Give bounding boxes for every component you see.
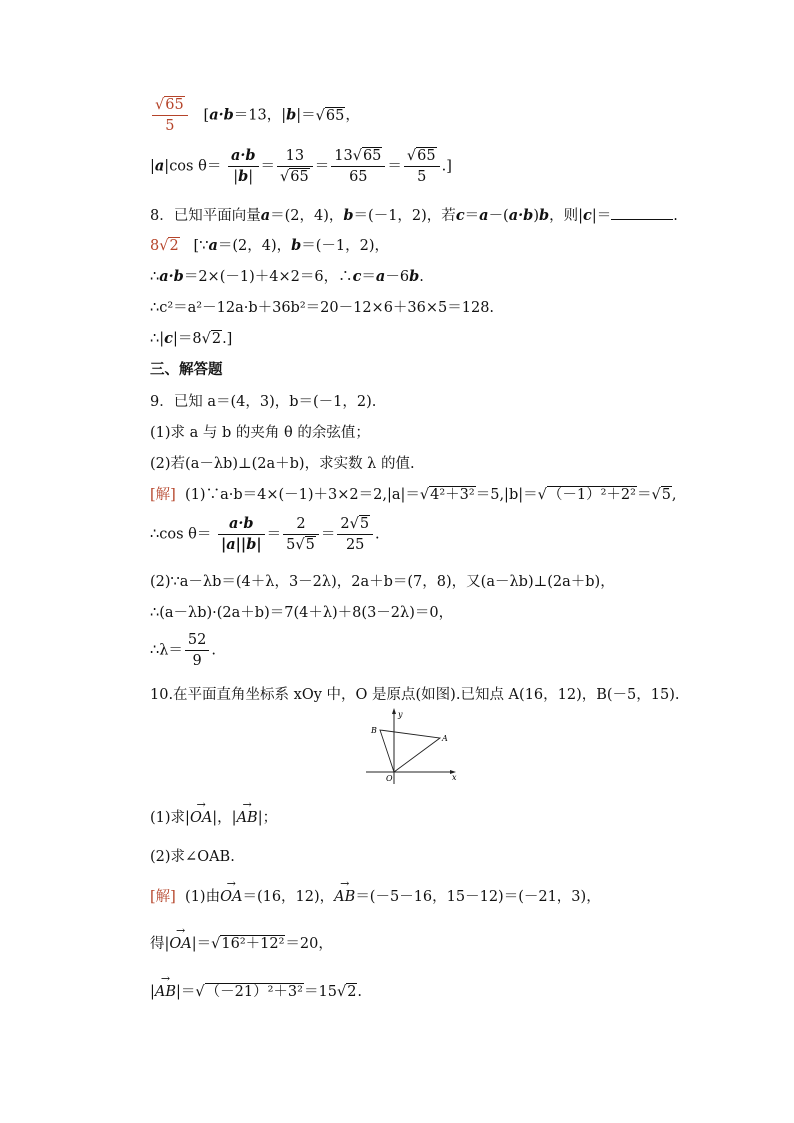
answer-8-line-4: ∴|c|＝8√2.] [150, 330, 233, 347]
fraction-2-over-5sqrt5: $\frac{2}{5√5}$ [283, 514, 319, 555]
answer-8-value: 8√2 [150, 238, 179, 254]
fraction-2sqrt5-over-25: $\frac{2√5}{25}$ [337, 514, 373, 555]
question-8: 8．已知平面向量a＝(2，4)，b＝(－1，2)，若c＝a－(a·b)b，则|c|＝ . [150, 207, 678, 224]
answer-8-line-3: ∴c²＝a²－12a·b＋36b²＝20－12×6＋36×5＝128. [150, 300, 495, 316]
question-9-part-2: (2)若(a－λb)⊥(2a＋b)，求实数 λ 的值. [150, 456, 415, 472]
answer-blank[interactable] [611, 205, 673, 220]
question-9: 9．已知 a＝(4，3)，b＝(－1，2). [150, 394, 377, 410]
y-axis-arrow-icon [392, 708, 396, 714]
fraction-ab-over-b: $\frac{a\cdot b}{|b|}$ [228, 146, 259, 187]
fraction-cos: $\frac{a\cdot b}{|a||b|}$ [218, 514, 265, 555]
answer-7-fraction: $\frac{√65}{5}$ [152, 95, 188, 136]
fraction-13sqrt65-over-65: $\frac{13√65}{65}$ [331, 146, 385, 187]
fraction-52-over-9: $\frac{52}{9}$ [185, 630, 209, 671]
solution-label: [解] [150, 487, 176, 503]
label-y: y [398, 710, 403, 719]
solution-10-line-2: 得|→ OA|＝√16²＋12²＝20， [150, 932, 333, 953]
answer-8-line-1: 8√2 [∵a＝(2，4)，b＝(－1，2)， [150, 237, 390, 254]
solution-9-cos: ∴cos θ＝ $\frac{a\cdot b}{|a||b|}$ ＝ $\frac{2}{5√5}$ ＝ $\frac{2√5}{25}$ . [150, 515, 380, 553]
answer-7-line-2: |a|cos θ＝ $\frac{a\cdot b}{|b|}$ ＝ $\frac{13}{√65}$ ＝ $\frac{13√65}{65}$ ＝ $\frac{√65}{5}$ .] [150, 147, 452, 185]
question-10: 10.在平面直角坐标系 xOy 中，O 是原点(如图).已知点 A(16，12)，B(－5，15). [150, 687, 680, 703]
coordinate-figure [360, 706, 466, 786]
label-x: x [452, 773, 457, 782]
answer-8-line-2: ∴a·b＝2×(－1)＋4×2＝6，∴c＝a－6b. [150, 268, 424, 285]
fraction-sqrt65-over-5: $\frac{√65}{5}$ [404, 146, 440, 187]
solution-9-line-2: (2)∵a－λb＝(4＋λ，3－2λ)，2a＋b＝(7，8)，又(a－λb)⊥(2a＋b)， [150, 574, 615, 590]
question-10-part-2: (2)求∠OAB. [150, 849, 235, 865]
triangle-OAB [380, 730, 440, 772]
label-B: B [371, 726, 377, 735]
solution-10-line-1: [解] (1)由→ OA＝(16，12)，→ AB＝(－5－16，15－12)＝(－21，3)， [150, 885, 601, 906]
label-O: O [386, 774, 393, 783]
solution-9-lambda: ∴λ＝ $\frac{52}{9}$ . [150, 632, 216, 669]
question-9-part-1: (1)求 a 与 b 的夹角 θ 的余弦值； [150, 425, 370, 441]
fraction-13-over-sqrt65: $\frac{13}{√65}$ [277, 146, 313, 187]
solution-9-line-3: ∴(a－λb)·(2a＋b)＝7(4＋λ)＋8(3－2λ)＝0， [150, 605, 454, 621]
solution-9-line-1: [解] (1)∵a·b＝4×(－1)＋3×2＝2,|a|＝√4²＋3²＝5,|b|＝√（－1）²＋2²＝√5, [150, 487, 677, 503]
label-A: A [442, 734, 448, 743]
answer-7-line-1: $\frac{√65}{5}$ [a·b＝13，|b|＝√65， [150, 95, 360, 136]
solution-10-line-3: |→ AB|＝√（－21）²＋3²＝15√2. [150, 980, 362, 1001]
section-heading: 三、解答题 [150, 362, 223, 378]
solution-label: [解] [150, 889, 176, 905]
question-10-part-1: (1)求|→ OA|，|→ AB|； [150, 806, 277, 827]
